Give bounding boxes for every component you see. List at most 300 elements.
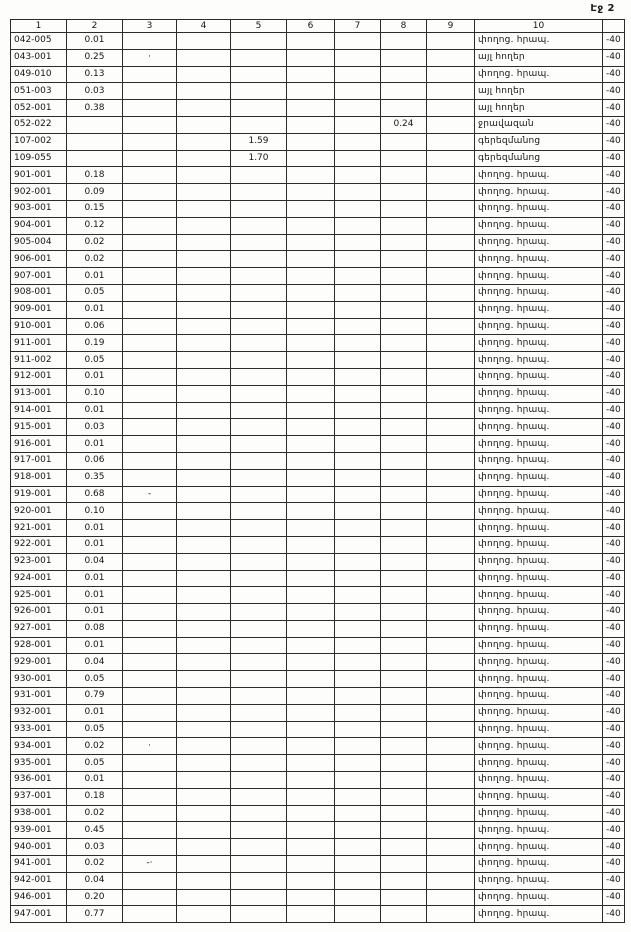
cell-col2: 0.05	[67, 352, 123, 369]
cell-col5: 1.70	[231, 150, 287, 167]
cell-col6	[287, 587, 335, 604]
cell-col1: 902-001	[11, 184, 67, 201]
cell-col2: 0.01	[67, 772, 123, 789]
cell-col10: փողոց. հրապ.	[475, 352, 603, 369]
cell-col4	[177, 217, 231, 234]
cell-col2: 0.06	[67, 318, 123, 335]
cell-col10: փողոց. հրապ.	[475, 536, 603, 553]
cell-col4	[177, 49, 231, 66]
cell-col7	[335, 301, 381, 318]
cell-col1: 051-003	[11, 83, 67, 100]
cell-col6	[287, 721, 335, 738]
table-row	[11, 822, 625, 839]
cell-col10: փողոց. հրապ.	[475, 184, 603, 201]
cell-col6	[287, 335, 335, 352]
table-row	[11, 721, 625, 738]
margin-mark: -40	[603, 604, 625, 621]
cell-col7	[335, 33, 381, 50]
cell-col6	[287, 553, 335, 570]
cell-col6	[287, 738, 335, 755]
margin-mark: -40	[603, 49, 625, 66]
cell-col4	[177, 654, 231, 671]
cell-col10: փողոց. հրապ.	[475, 436, 603, 453]
cell-col10: փողոց. հրապ.	[475, 570, 603, 587]
cell-col4	[177, 637, 231, 654]
table-row	[11, 352, 625, 369]
margin-mark: -40	[603, 452, 625, 469]
cell-col4	[177, 184, 231, 201]
cell-col10: փողոց. հրապ.	[475, 872, 603, 889]
cell-col10: փողոց. հրապ.	[475, 301, 603, 318]
cell-col10: փողոց. հրապ.	[475, 419, 603, 436]
cell-col10: փողոց. հրապ.	[475, 587, 603, 604]
cell-col2: 0.06	[67, 452, 123, 469]
cell-col5	[231, 755, 287, 772]
cell-col7	[335, 284, 381, 301]
cell-col9	[427, 671, 475, 688]
cell-col8	[381, 637, 427, 654]
margin-mark: -40	[603, 520, 625, 537]
margin-mark: -40	[603, 419, 625, 436]
margin-mark: -40	[603, 251, 625, 268]
margin-mark: -40	[603, 184, 625, 201]
cell-col6	[287, 856, 335, 873]
cell-col2: 0.03	[67, 839, 123, 856]
cell-col2: 0.02	[67, 234, 123, 251]
cell-col9	[427, 553, 475, 570]
cell-col10: փողոց. հրապ.	[475, 469, 603, 486]
margin-mark: -40	[603, 217, 625, 234]
cell-col4	[177, 738, 231, 755]
cell-col4	[177, 839, 231, 856]
cell-col10: փողոց. հրապ.	[475, 66, 603, 83]
cell-col3	[123, 436, 177, 453]
cell-col4	[177, 872, 231, 889]
cell-col5	[231, 167, 287, 184]
cell-col7	[335, 704, 381, 721]
cell-col10: փողոց. հրապ.	[475, 620, 603, 637]
margin-mark: -40	[603, 839, 625, 856]
cell-col9	[427, 335, 475, 352]
cell-col10: փողոց. հրապ.	[475, 234, 603, 251]
cell-col3	[123, 772, 177, 789]
cell-col5	[231, 234, 287, 251]
cell-col10: փողոց. հրապ.	[475, 452, 603, 469]
cell-col8: 0.24	[381, 116, 427, 133]
cell-col5	[231, 49, 287, 66]
cell-col9	[427, 116, 475, 133]
cell-col4	[177, 116, 231, 133]
cell-col7	[335, 772, 381, 789]
cell-col7	[335, 906, 381, 923]
cell-col3	[123, 133, 177, 150]
cell-col9	[427, 738, 475, 755]
margin-mark: -40	[603, 755, 625, 772]
cell-col1: 928-001	[11, 637, 67, 654]
cell-col6	[287, 570, 335, 587]
cell-col10: փողոց. հրապ.	[475, 520, 603, 537]
cell-col4	[177, 704, 231, 721]
cell-col10: փողոց. հրապ.	[475, 721, 603, 738]
cell-col2: 0.10	[67, 385, 123, 402]
cell-col1: 921-001	[11, 520, 67, 537]
page-number-label: Էջ 2	[590, 3, 615, 14]
cell-col4	[177, 772, 231, 789]
cell-col9	[427, 856, 475, 873]
margin-mark: -40	[603, 721, 625, 738]
cell-col3	[123, 116, 177, 133]
table-row	[11, 318, 625, 335]
cell-col9	[427, 906, 475, 923]
cell-col2: 0.03	[67, 419, 123, 436]
cell-col1: 940-001	[11, 839, 67, 856]
cell-col9	[427, 604, 475, 621]
cell-col9	[427, 452, 475, 469]
cell-col4	[177, 587, 231, 604]
table-row	[11, 486, 625, 503]
cell-col1: 946-001	[11, 889, 67, 906]
table-row	[11, 268, 625, 285]
table-row	[11, 402, 625, 419]
table-row	[11, 436, 625, 453]
table-row	[11, 116, 625, 133]
cell-col7	[335, 368, 381, 385]
cell-col8	[381, 352, 427, 369]
cell-col7	[335, 570, 381, 587]
cell-col5	[231, 33, 287, 50]
margin-mark: -40	[603, 116, 625, 133]
cell-col2: 0.15	[67, 200, 123, 217]
cell-col9	[427, 133, 475, 150]
cell-col3	[123, 503, 177, 520]
table-body	[11, 33, 625, 923]
table-row	[11, 620, 625, 637]
cell-col6	[287, 301, 335, 318]
cell-col2: 0.18	[67, 788, 123, 805]
cell-col1: 936-001	[11, 772, 67, 789]
cell-col8	[381, 49, 427, 66]
cell-col10: փողոց. հրապ.	[475, 553, 603, 570]
column-header-9: 9	[427, 20, 475, 33]
cell-col8	[381, 587, 427, 604]
cell-col7	[335, 671, 381, 688]
cell-col1: 906-001	[11, 251, 67, 268]
cell-col9	[427, 788, 475, 805]
cell-col1: 925-001	[11, 587, 67, 604]
table-row	[11, 704, 625, 721]
cell-col3	[123, 385, 177, 402]
cell-col2: 0.01	[67, 301, 123, 318]
cell-col5	[231, 284, 287, 301]
cell-col6	[287, 654, 335, 671]
table-row	[11, 150, 625, 167]
cell-col7	[335, 536, 381, 553]
cell-col1: 924-001	[11, 570, 67, 587]
cell-col9	[427, 889, 475, 906]
table-row	[11, 335, 625, 352]
cell-col6	[287, 604, 335, 621]
cell-col3	[123, 268, 177, 285]
cell-col10: գերեզմանոց	[475, 133, 603, 150]
margin-mark: -40	[603, 100, 625, 117]
cell-col3: -	[123, 486, 177, 503]
cell-col5	[231, 805, 287, 822]
cell-col4	[177, 620, 231, 637]
cell-col3	[123, 688, 177, 705]
cell-col9	[427, 570, 475, 587]
table-row	[11, 234, 625, 251]
cell-col1: 901-001	[11, 167, 67, 184]
cell-col5	[231, 906, 287, 923]
margin-mark: -40	[603, 335, 625, 352]
column-header-10: 10	[475, 20, 603, 33]
cell-col3	[123, 184, 177, 201]
cell-col10: փողոց. հրապ.	[475, 856, 603, 873]
cell-col7	[335, 604, 381, 621]
cell-col1: 912-001	[11, 368, 67, 385]
cell-col8	[381, 856, 427, 873]
cell-col10: փողոց. հրապ.	[475, 654, 603, 671]
cell-col9	[427, 268, 475, 285]
cell-col4	[177, 402, 231, 419]
cell-col1: 910-001	[11, 318, 67, 335]
margin-mark: -40	[603, 150, 625, 167]
margin-mark: -40	[603, 570, 625, 587]
cell-col5	[231, 872, 287, 889]
margin-mark: -40	[603, 352, 625, 369]
cell-col4	[177, 553, 231, 570]
margin-mark: -40	[603, 738, 625, 755]
cell-col10: փողոց. հրապ.	[475, 738, 603, 755]
cell-col5	[231, 788, 287, 805]
cell-col8	[381, 217, 427, 234]
cell-col10: փողոց. հրապ.	[475, 318, 603, 335]
table-row	[11, 604, 625, 621]
cell-col9	[427, 200, 475, 217]
cell-col5	[231, 889, 287, 906]
cell-col10: փողոց. հրապ.	[475, 200, 603, 217]
cell-col6	[287, 200, 335, 217]
margin-header-spacer	[603, 20, 625, 33]
cell-col10: փողոց. հրապ.	[475, 217, 603, 234]
cell-col10: փողոց. հրապ.	[475, 772, 603, 789]
cell-col4	[177, 469, 231, 486]
cell-col7	[335, 486, 381, 503]
cell-col8	[381, 503, 427, 520]
cell-col10: փողոց. հրապ.	[475, 604, 603, 621]
cell-col2: 0.68	[67, 486, 123, 503]
cell-col8	[381, 385, 427, 402]
table-row	[11, 33, 625, 50]
cell-col7	[335, 385, 381, 402]
cell-col7	[335, 839, 381, 856]
cell-col3	[123, 570, 177, 587]
cell-col10: փողոց. հրապ.	[475, 402, 603, 419]
cell-col7	[335, 637, 381, 654]
cell-col3	[123, 150, 177, 167]
cell-col9	[427, 217, 475, 234]
table-row	[11, 167, 625, 184]
cell-col9	[427, 234, 475, 251]
cell-col2: 0.01	[67, 33, 123, 50]
cell-col10: փողոց. հրապ.	[475, 906, 603, 923]
cell-col4	[177, 66, 231, 83]
cell-col2: 0.04	[67, 654, 123, 671]
cell-col4	[177, 721, 231, 738]
cell-col3	[123, 704, 177, 721]
cadastre-table	[10, 19, 625, 923]
cell-col9	[427, 352, 475, 369]
margin-mark: -40	[603, 301, 625, 318]
cell-col8	[381, 436, 427, 453]
cell-col10: փողոց. հրապ.	[475, 335, 603, 352]
cell-col10: փողոց. հրապ.	[475, 251, 603, 268]
cell-col10: փողոց. հրապ.	[475, 33, 603, 50]
table-row	[11, 772, 625, 789]
table-row	[11, 251, 625, 268]
cell-col7	[335, 755, 381, 772]
cell-col6	[287, 419, 335, 436]
cell-col4	[177, 301, 231, 318]
cell-col1: 933-001	[11, 721, 67, 738]
cell-col7	[335, 251, 381, 268]
cell-col3	[123, 755, 177, 772]
cell-col6	[287, 536, 335, 553]
cell-col1: 043-001	[11, 49, 67, 66]
cell-col3	[123, 284, 177, 301]
cell-col2: 0.02	[67, 251, 123, 268]
cell-col7	[335, 402, 381, 419]
cell-col8	[381, 150, 427, 167]
cell-col1: 931-001	[11, 688, 67, 705]
table-row	[11, 856, 625, 873]
cell-col2: 0.05	[67, 721, 123, 738]
margin-mark: -40	[603, 436, 625, 453]
cell-col6	[287, 234, 335, 251]
cell-col1: 932-001	[11, 704, 67, 721]
cell-col9	[427, 385, 475, 402]
cell-col6	[287, 839, 335, 856]
cell-col7	[335, 520, 381, 537]
table-row	[11, 788, 625, 805]
cell-col7	[335, 856, 381, 873]
cell-col4	[177, 150, 231, 167]
cell-col10: այլ հողեր	[475, 100, 603, 117]
cell-col8	[381, 268, 427, 285]
cell-col2: 0.01	[67, 637, 123, 654]
cell-col9	[427, 436, 475, 453]
cell-col5	[231, 721, 287, 738]
cell-col7	[335, 83, 381, 100]
cell-col9	[427, 150, 475, 167]
cell-col4	[177, 822, 231, 839]
margin-mark: -40	[603, 906, 625, 923]
cell-col3	[123, 335, 177, 352]
cell-col10: փողոց. հրապ.	[475, 839, 603, 856]
cell-col6	[287, 452, 335, 469]
cell-col3	[123, 889, 177, 906]
cell-col6	[287, 100, 335, 117]
cell-col3: -·	[123, 856, 177, 873]
margin-mark: -40	[603, 856, 625, 873]
cell-col2: 0.01	[67, 268, 123, 285]
cell-col6	[287, 150, 335, 167]
table-row	[11, 419, 625, 436]
cell-col4	[177, 83, 231, 100]
cell-col1: 049-010	[11, 66, 67, 83]
cell-col10: փողոց. հրապ.	[475, 284, 603, 301]
cell-col6	[287, 872, 335, 889]
cell-col2: 0.02	[67, 805, 123, 822]
cell-col1: 915-001	[11, 419, 67, 436]
cell-col5	[231, 839, 287, 856]
cell-col4	[177, 436, 231, 453]
cell-col3	[123, 788, 177, 805]
cell-col2: 0.01	[67, 520, 123, 537]
cell-col4	[177, 856, 231, 873]
cell-col9	[427, 486, 475, 503]
cell-col4	[177, 570, 231, 587]
cell-col3	[123, 637, 177, 654]
cell-col4	[177, 755, 231, 772]
margin-mark: -40	[603, 385, 625, 402]
cell-col1: 916-001	[11, 436, 67, 453]
margin-mark: -40	[603, 704, 625, 721]
cell-col8	[381, 251, 427, 268]
cell-col7	[335, 452, 381, 469]
cell-col8	[381, 33, 427, 50]
cell-col9	[427, 872, 475, 889]
cell-col1: 909-001	[11, 301, 67, 318]
cell-col7	[335, 352, 381, 369]
cell-col2: 0.01	[67, 604, 123, 621]
cell-col2: 0.02	[67, 856, 123, 873]
cell-col9	[427, 184, 475, 201]
cell-col8	[381, 738, 427, 755]
cell-col8	[381, 536, 427, 553]
cell-col8	[381, 234, 427, 251]
cell-col6	[287, 284, 335, 301]
margin-mark: -40	[603, 536, 625, 553]
cell-col1: 907-001	[11, 268, 67, 285]
cell-col10: այլ հողեր	[475, 83, 603, 100]
cell-col4	[177, 234, 231, 251]
cell-col2	[67, 133, 123, 150]
table-row	[11, 906, 625, 923]
cell-col6	[287, 520, 335, 537]
margin-mark: -40	[603, 268, 625, 285]
cell-col2: 0.10	[67, 503, 123, 520]
cell-col5	[231, 402, 287, 419]
cell-col2: 0.04	[67, 872, 123, 889]
cell-col2: 0.01	[67, 368, 123, 385]
cell-col9	[427, 318, 475, 335]
table-row	[11, 688, 625, 705]
cell-col4	[177, 335, 231, 352]
cell-col1: 042-005	[11, 33, 67, 50]
cell-col10: փողոց. հրապ.	[475, 637, 603, 654]
cell-col5	[231, 251, 287, 268]
cell-col7	[335, 268, 381, 285]
cell-col7	[335, 116, 381, 133]
cell-col5	[231, 385, 287, 402]
cell-col10: փողոց. հրապ.	[475, 268, 603, 285]
cell-col9	[427, 637, 475, 654]
cell-col7	[335, 721, 381, 738]
cell-col1: 052-001	[11, 100, 67, 117]
margin-mark: -40	[603, 889, 625, 906]
cell-col9	[427, 301, 475, 318]
